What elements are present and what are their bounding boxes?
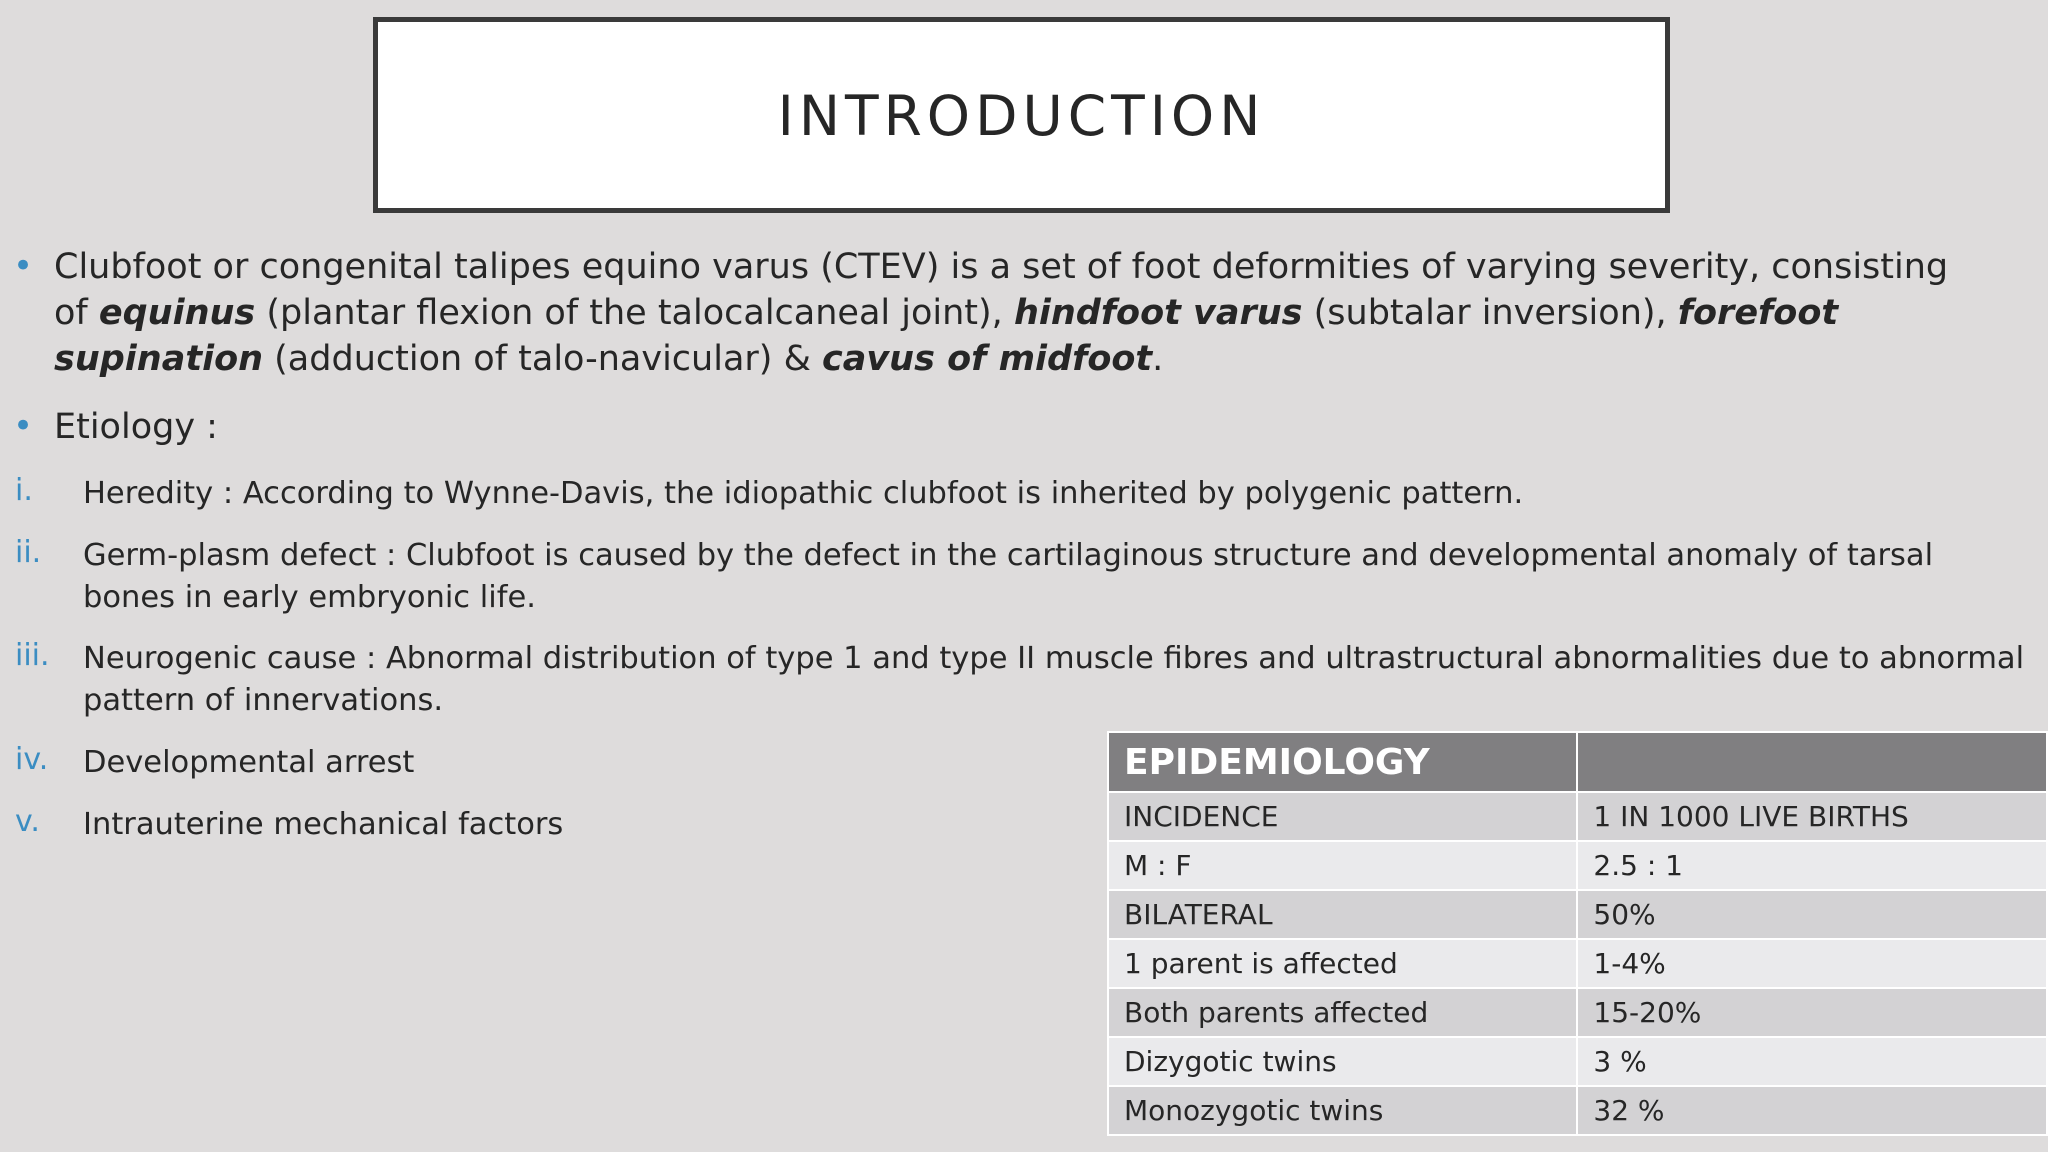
item-text: Heredity : According to Wynne-Davis, the idiopathic clubfoot is inherited by polygenic pattern.: [83, 476, 1524, 511]
table-row: [1108, 890, 2047, 939]
table-cell: 50%: [1577, 890, 2047, 939]
table-row: [1108, 939, 2047, 988]
item-text: Developmental arrest: [83, 745, 415, 780]
table-row: [1108, 1086, 2047, 1135]
table-cell: Dizygotic twins: [1108, 1037, 1577, 1086]
table-row: [1108, 1037, 2047, 1086]
item-number: v.: [15, 804, 40, 839]
item-text: Neurogenic cause : Abnormal distribution of type 1 and type II muscle fibres and ultrastructural abnormalities due to abnormal pattern of innervations.: [83, 641, 2025, 718]
definition-text-4: (adduction of talo-navicular) &: [263, 339, 822, 379]
table-cell: 15-20%: [1577, 988, 2047, 1037]
bullet-dot: •: [13, 246, 34, 286]
item-number: iii.: [15, 638, 50, 673]
table-cell: 1 IN 1000 LIVE BIRTHS: [1577, 792, 2047, 841]
table-header-cell: EPIDEMIOLOGY: [1108, 732, 1577, 792]
table-cell: 32 %: [1577, 1086, 2047, 1135]
table-cell: INCIDENCE: [1108, 792, 1577, 841]
term-hindfoot-varus: hindfoot varus: [1013, 293, 1303, 333]
page-title: INTRODUCTION: [777, 84, 1266, 148]
definition-text-1: Clubfoot or congenital talipes equino varus (CTEV) is a set of foot deformities of varying severity, consisting of: [54, 247, 1949, 333]
table-cell: BILATERAL: [1108, 890, 1577, 939]
table-cell: 1-4%: [1577, 939, 2047, 988]
title-box: [373, 17, 1670, 213]
table-cell: 1 parent is affected: [1108, 939, 1577, 988]
table-header-row: [1108, 732, 2047, 792]
item-text: Germ-plasm defect : Clubfoot is caused by the defect in the cartilaginous structure and developmental anomaly of tarsal bones in early embryonic life.: [83, 538, 1934, 615]
bullet-dot: •: [13, 406, 34, 446]
table-cell: 3 %: [1577, 1037, 2047, 1086]
table-cell: M : F: [1108, 841, 1577, 890]
item-text: Intrauterine mechanical factors: [83, 807, 564, 842]
clubfoot-definition: [54, 244, 1988, 382]
table-cell: Both parents affected: [1108, 988, 1577, 1037]
definition-text-5: .: [1152, 339, 1164, 379]
item-number: i.: [15, 473, 33, 508]
item-number: iv.: [15, 742, 49, 777]
table-header-cell: [1577, 732, 2047, 792]
table-row: [1108, 988, 2047, 1037]
table-cell: 2.5 : 1: [1577, 841, 2047, 890]
item-number: ii.: [15, 535, 42, 570]
epidemiology-table: [1107, 731, 2048, 1136]
etiology-heading: Etiology :: [54, 407, 218, 447]
table-cell: Monozygotic twins: [1108, 1086, 1577, 1135]
term-cavus-of-midfoot: cavus of midfoot: [822, 339, 1153, 379]
definition-text-2: (plantar flexion of the talocalcaneal joint),: [255, 293, 1014, 333]
term-equinus: equinus: [98, 293, 256, 333]
definition-text-3: (subtalar inversion),: [1302, 293, 1678, 333]
table-row: [1108, 792, 2047, 841]
table-row: [1108, 841, 2047, 890]
term-forefoot-supination: forefoot supination: [54, 293, 1839, 379]
